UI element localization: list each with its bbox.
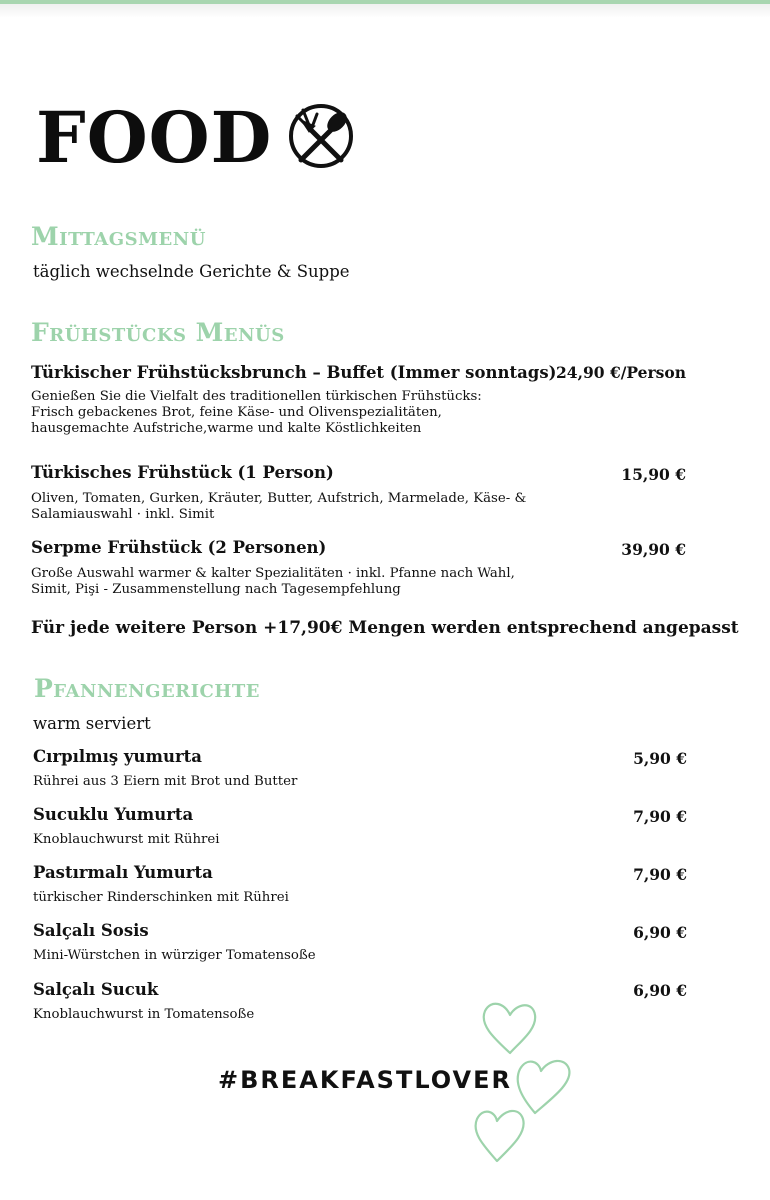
- menu-item-price: 24,90 €/Person: [556, 363, 686, 382]
- section-subtitle-mittagsmenu: täglich wechselnde Gerichte & Suppe: [33, 262, 350, 281]
- menu-item-description: Rührei aus 3 Eiern mit Brot und Butter: [33, 774, 298, 789]
- menu-item-name: Salçalı Sosis: [33, 921, 149, 940]
- menu-item-name: Cırpılmış yumurta: [33, 747, 202, 766]
- menu-item-price: 6,90 €: [633, 923, 687, 942]
- menu-item-description: Oliven, Tomaten, Gurken, Kräuter, Butter, Aufstrich, Marmelade, Käse- & Salamiauswahl · inkl. Simit: [31, 491, 527, 522]
- menu-item-description: Große Auswahl warmer & kalter Spezialitäten · inkl. Pfanne nach Wahl, Simit, Pişi - Zusammenstellung nach Tagesempfehlung: [31, 566, 515, 597]
- menu-item-name: Türkisches Frühstück (1 Person): [31, 463, 334, 482]
- cutlery-plate-icon: [287, 102, 355, 170]
- menu-item-price: 39,90 €: [621, 540, 686, 559]
- menu-item-name: Serpme Frühstück (2 Personen): [31, 538, 327, 557]
- top-shade: [0, 4, 770, 18]
- menu-item-price: 5,90 €: [633, 749, 687, 768]
- section-subtitle-pfannengerichte: warm serviert: [33, 714, 151, 733]
- menu-item-name: Salçalı Sucuk: [33, 980, 159, 999]
- menu-item-name: Pastırmalı Yumurta: [33, 863, 213, 882]
- section-title-fruehstueck: Frühstücks Menüs: [31, 318, 285, 347]
- menu-item-price: 6,90 €: [633, 981, 687, 1000]
- menu-item-price: 7,90 €: [633, 807, 687, 826]
- menu-item-price: 7,90 €: [633, 865, 687, 884]
- page-title: FOOD: [36, 96, 273, 179]
- additional-person-note: Für jede weitere Person +17,90€ Mengen werden entsprechend angepasst: [31, 618, 739, 638]
- menu-item-price: 15,90 €: [621, 465, 686, 484]
- section-title-pfannengerichte: Pfannengerichte: [34, 674, 260, 703]
- hashtag-footer: #BREAKFASTLOVER: [218, 1066, 512, 1094]
- menu-item-description: Knoblauchwurst in Tomatensoße: [33, 1007, 255, 1022]
- menu-item-description: Genießen Sie die Vielfalt des traditionellen türkischen Frühstücks: Frisch gebackenes Brot, feine Käse- und Olivenspezialitäten, hausgemachte Aufstriche,warme und kalte Köstlichkeiten: [31, 389, 482, 436]
- section-title-mittagsmenu: Mittagsmenü: [31, 222, 206, 251]
- hearts-icon: [465, 995, 580, 1170]
- menu-item-name: Sucuklu Yumurta: [33, 805, 194, 824]
- menu-item-description: Knoblauchwurst mit Rührei: [33, 832, 220, 847]
- menu-item-description: Mini-Würstchen in würziger Tomatensoße: [33, 948, 316, 963]
- menu-item-name: Türkischer Frühstücksbrunch – Buffet (Immer sonntags): [31, 363, 557, 382]
- menu-item-description: türkischer Rinderschinken mit Rührei: [33, 890, 289, 905]
